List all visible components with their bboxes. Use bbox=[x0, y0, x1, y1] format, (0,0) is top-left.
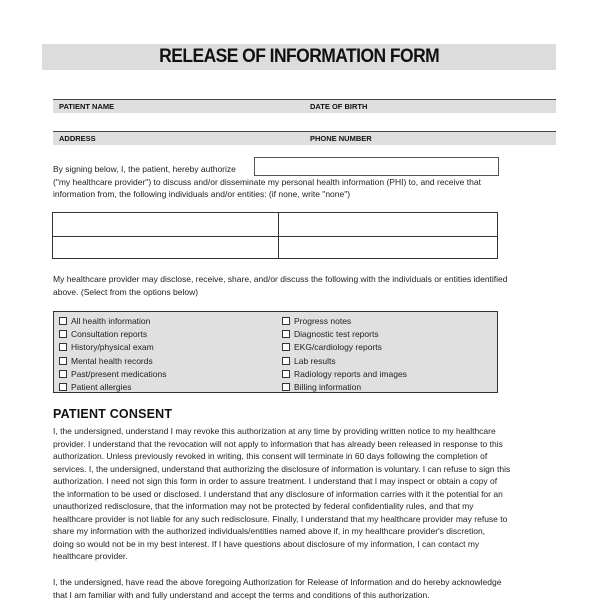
entities-table-row-divider bbox=[53, 236, 497, 237]
disclose-line-2: above. (Select from the options below) bbox=[53, 286, 198, 299]
consent-line: healthcare provider. bbox=[53, 550, 128, 563]
option-item[interactable] bbox=[59, 380, 166, 393]
option-item[interactable] bbox=[59, 341, 166, 354]
option-item[interactable] bbox=[59, 367, 166, 380]
checkbox-icon[interactable] bbox=[282, 370, 290, 378]
checkbox-icon[interactable] bbox=[282, 357, 290, 365]
form-page bbox=[40, 0, 556, 600]
option-item[interactable] bbox=[282, 327, 407, 340]
ack-line: that I am familiar with and fully understand and accept the terms and conditions of this authorization. bbox=[53, 589, 430, 601]
options-right-column bbox=[282, 314, 407, 394]
authorize-line-1: By signing below, I, the patient, hereby authorize bbox=[53, 163, 236, 176]
option-label: Billing information bbox=[294, 382, 361, 392]
healthcare-provider-input[interactable] bbox=[254, 157, 499, 176]
checkbox-icon[interactable] bbox=[282, 343, 290, 351]
option-label: Patient allergies bbox=[71, 382, 131, 392]
checkbox-icon[interactable] bbox=[282, 317, 290, 325]
patient-name-label: PATIENT NAME bbox=[59, 102, 114, 111]
option-label: Mental health records bbox=[71, 356, 153, 366]
consent-line: authorization. Unless previously revoked in writing, this consent will terminate in 60 days following the completion of bbox=[53, 450, 487, 463]
checkbox-icon[interactable] bbox=[59, 317, 67, 325]
authorize-line-3: information from, the following individuals and/or entities: (if none, write "none") bbox=[53, 188, 350, 201]
option-label: Lab results bbox=[294, 356, 336, 366]
options-left-column bbox=[59, 314, 166, 394]
checkbox-icon[interactable] bbox=[59, 383, 67, 391]
option-item[interactable] bbox=[282, 314, 407, 327]
option-label: Diagnostic test reports bbox=[294, 329, 379, 339]
option-label: Radiology reports and images bbox=[294, 369, 407, 379]
phone-number-label: PHONE NUMBER bbox=[310, 134, 372, 143]
consent-line: I, the undersigned, understand I may revoke this authorization at any time by providing written notice to my healthcare bbox=[53, 425, 496, 438]
option-label: History/physical exam bbox=[71, 342, 154, 352]
option-item[interactable] bbox=[59, 354, 166, 367]
authorize-line-2: ("my healthcare provider") to discuss and/or disseminate my personal health information (PHI) to, and receive that bbox=[53, 176, 481, 189]
option-item[interactable] bbox=[59, 327, 166, 340]
option-item[interactable] bbox=[282, 354, 407, 367]
ack-line: I, the undersigned, have read the above foregoing Authorization for Release of Information and do hereby acknowledge bbox=[53, 576, 501, 589]
option-item[interactable] bbox=[282, 341, 407, 354]
patient-info-row bbox=[53, 99, 556, 113]
entities-table bbox=[52, 212, 498, 259]
checkbox-icon[interactable] bbox=[59, 330, 67, 338]
options-table bbox=[53, 311, 498, 393]
option-label: All health information bbox=[71, 316, 150, 326]
patient-consent-heading: PATIENT CONSENT bbox=[53, 407, 172, 421]
option-label: EKG/cardiology reports bbox=[294, 342, 382, 352]
option-label: Progress notes bbox=[294, 316, 351, 326]
title-bar bbox=[42, 44, 556, 70]
consent-line: unauthorized redisclosure, that the information may not be protected by federal confidentiality rules, and that my bbox=[53, 500, 474, 513]
consent-line: the information to be used or disclosed. I understand that any disclosure of information carries with it the potential for an bbox=[53, 488, 503, 501]
consent-line: authorization. I need not sign this form in order to assure treatment. I understand that I may inspect or obtain a copy of bbox=[53, 475, 497, 488]
date-of-birth-label: DATE OF BIRTH bbox=[310, 102, 367, 111]
checkbox-icon[interactable] bbox=[59, 370, 67, 378]
option-item[interactable] bbox=[282, 380, 407, 393]
consent-line: doing so would not be in my best interest. If I have questions about disclosure of my information, I can contact my bbox=[53, 538, 479, 551]
address-label: ADDRESS bbox=[59, 134, 96, 143]
disclose-line-1: My healthcare provider may disclose, receive, share, and/or discuss the following with the individuals or entities identified bbox=[53, 273, 508, 286]
consent-line: provider. I understand that the revocation will not apply to information that has already been released in response to this bbox=[53, 438, 503, 451]
consent-line: share my information with the authorized individuals/entities named above if, in my healthcare provider's discretion, bbox=[53, 525, 485, 538]
checkbox-icon[interactable] bbox=[282, 330, 290, 338]
checkbox-icon[interactable] bbox=[282, 383, 290, 391]
consent-line: healthcare provider is not liable for any such redisclosure. Finally, I understand that my healthcare provider may refuse to bbox=[53, 513, 507, 526]
contact-info-row bbox=[53, 131, 556, 145]
checkbox-icon[interactable] bbox=[59, 343, 67, 351]
option-label: Consultation reports bbox=[71, 329, 147, 339]
option-item[interactable] bbox=[59, 314, 166, 327]
option-item[interactable] bbox=[282, 367, 407, 380]
consent-line: services. I, the undersigned, understand that authorizing the disclosure of information is voluntary. I can refuse to sign this bbox=[53, 463, 510, 476]
form-title: RELEASE OF INFORMATION FORM bbox=[159, 46, 439, 68]
option-label: Past/present medications bbox=[71, 369, 166, 379]
checkbox-icon[interactable] bbox=[59, 357, 67, 365]
